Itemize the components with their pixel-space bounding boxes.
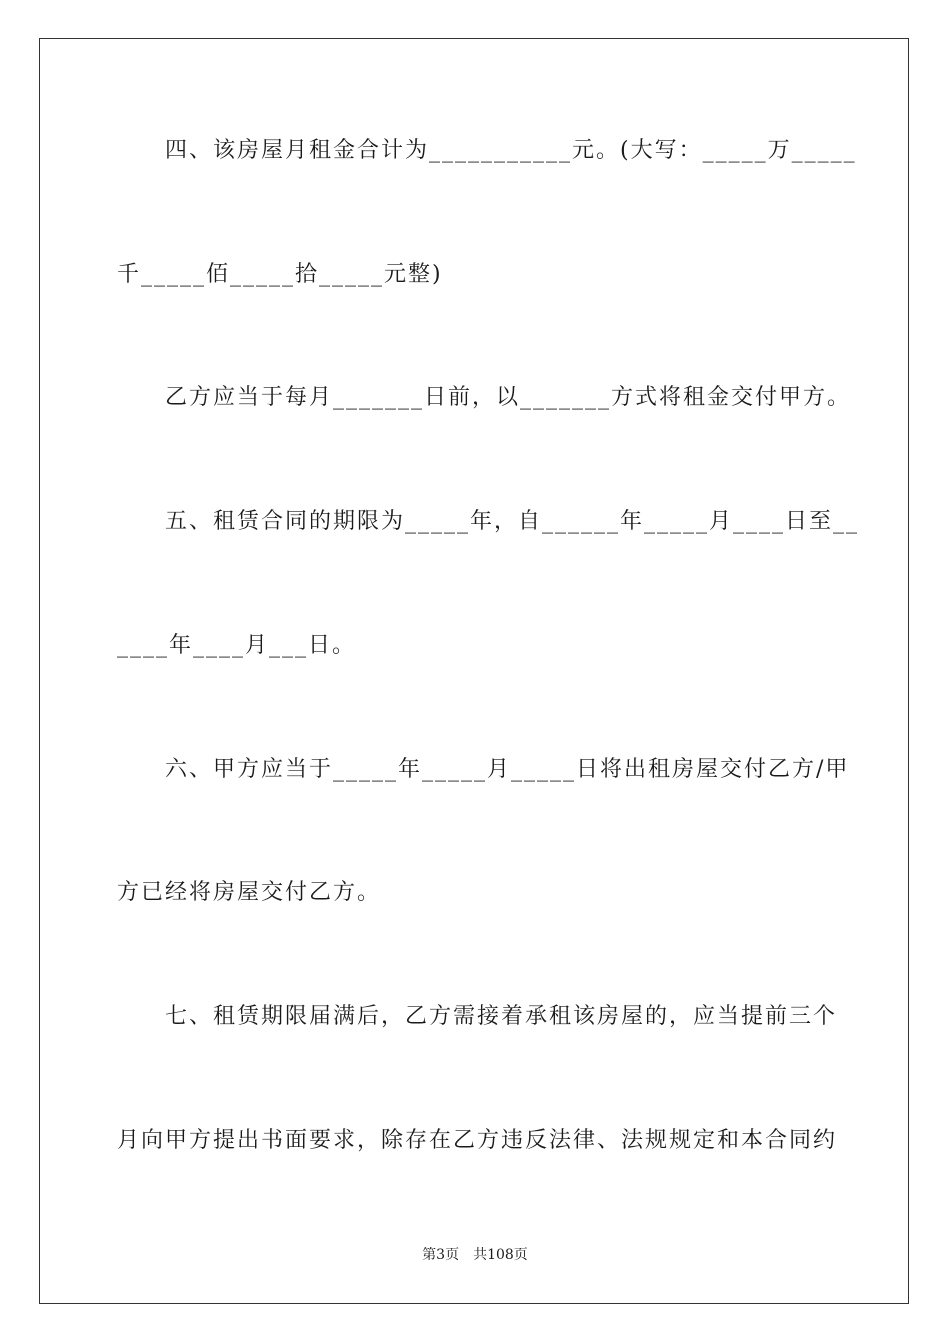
clause-5-term-line-2: ____年____月___日。 <box>117 633 357 658</box>
clause-6-delivery-line-1: 六、甲方应当于_____年_____月_____日将出租房屋交付乙方/甲 <box>117 757 850 782</box>
rent-payment-terms-line: 乙方应当于每月_______日前，以_______方式将租金交付甲方。 <box>117 385 852 410</box>
clause-4-rent-amount-line-2: 千_____佰_____拾_____元整) <box>117 262 443 287</box>
clause-6-delivery-line-2: 方已经将房屋交付乙方。 <box>117 880 382 905</box>
clause-4-rent-amount-line-1: 四、该房屋月租金合计为___________元。(大写：_____万_____ <box>117 138 857 163</box>
page-number-footer: 第3页 共108页 <box>422 1247 528 1263</box>
page-border <box>39 38 909 1304</box>
clause-7-renewal-line-1: 七、租赁期限届满后，乙方需接着承租该房屋的，应当提前三个 <box>117 1004 838 1029</box>
clause-5-term-line-1: 五、租赁合同的期限为_____年，自______年_____月____日至__ <box>117 509 860 534</box>
clause-7-renewal-line-2: 月向甲方提出书面要求，除存在乙方违反法律、法规规定和本合同约 <box>117 1128 838 1153</box>
